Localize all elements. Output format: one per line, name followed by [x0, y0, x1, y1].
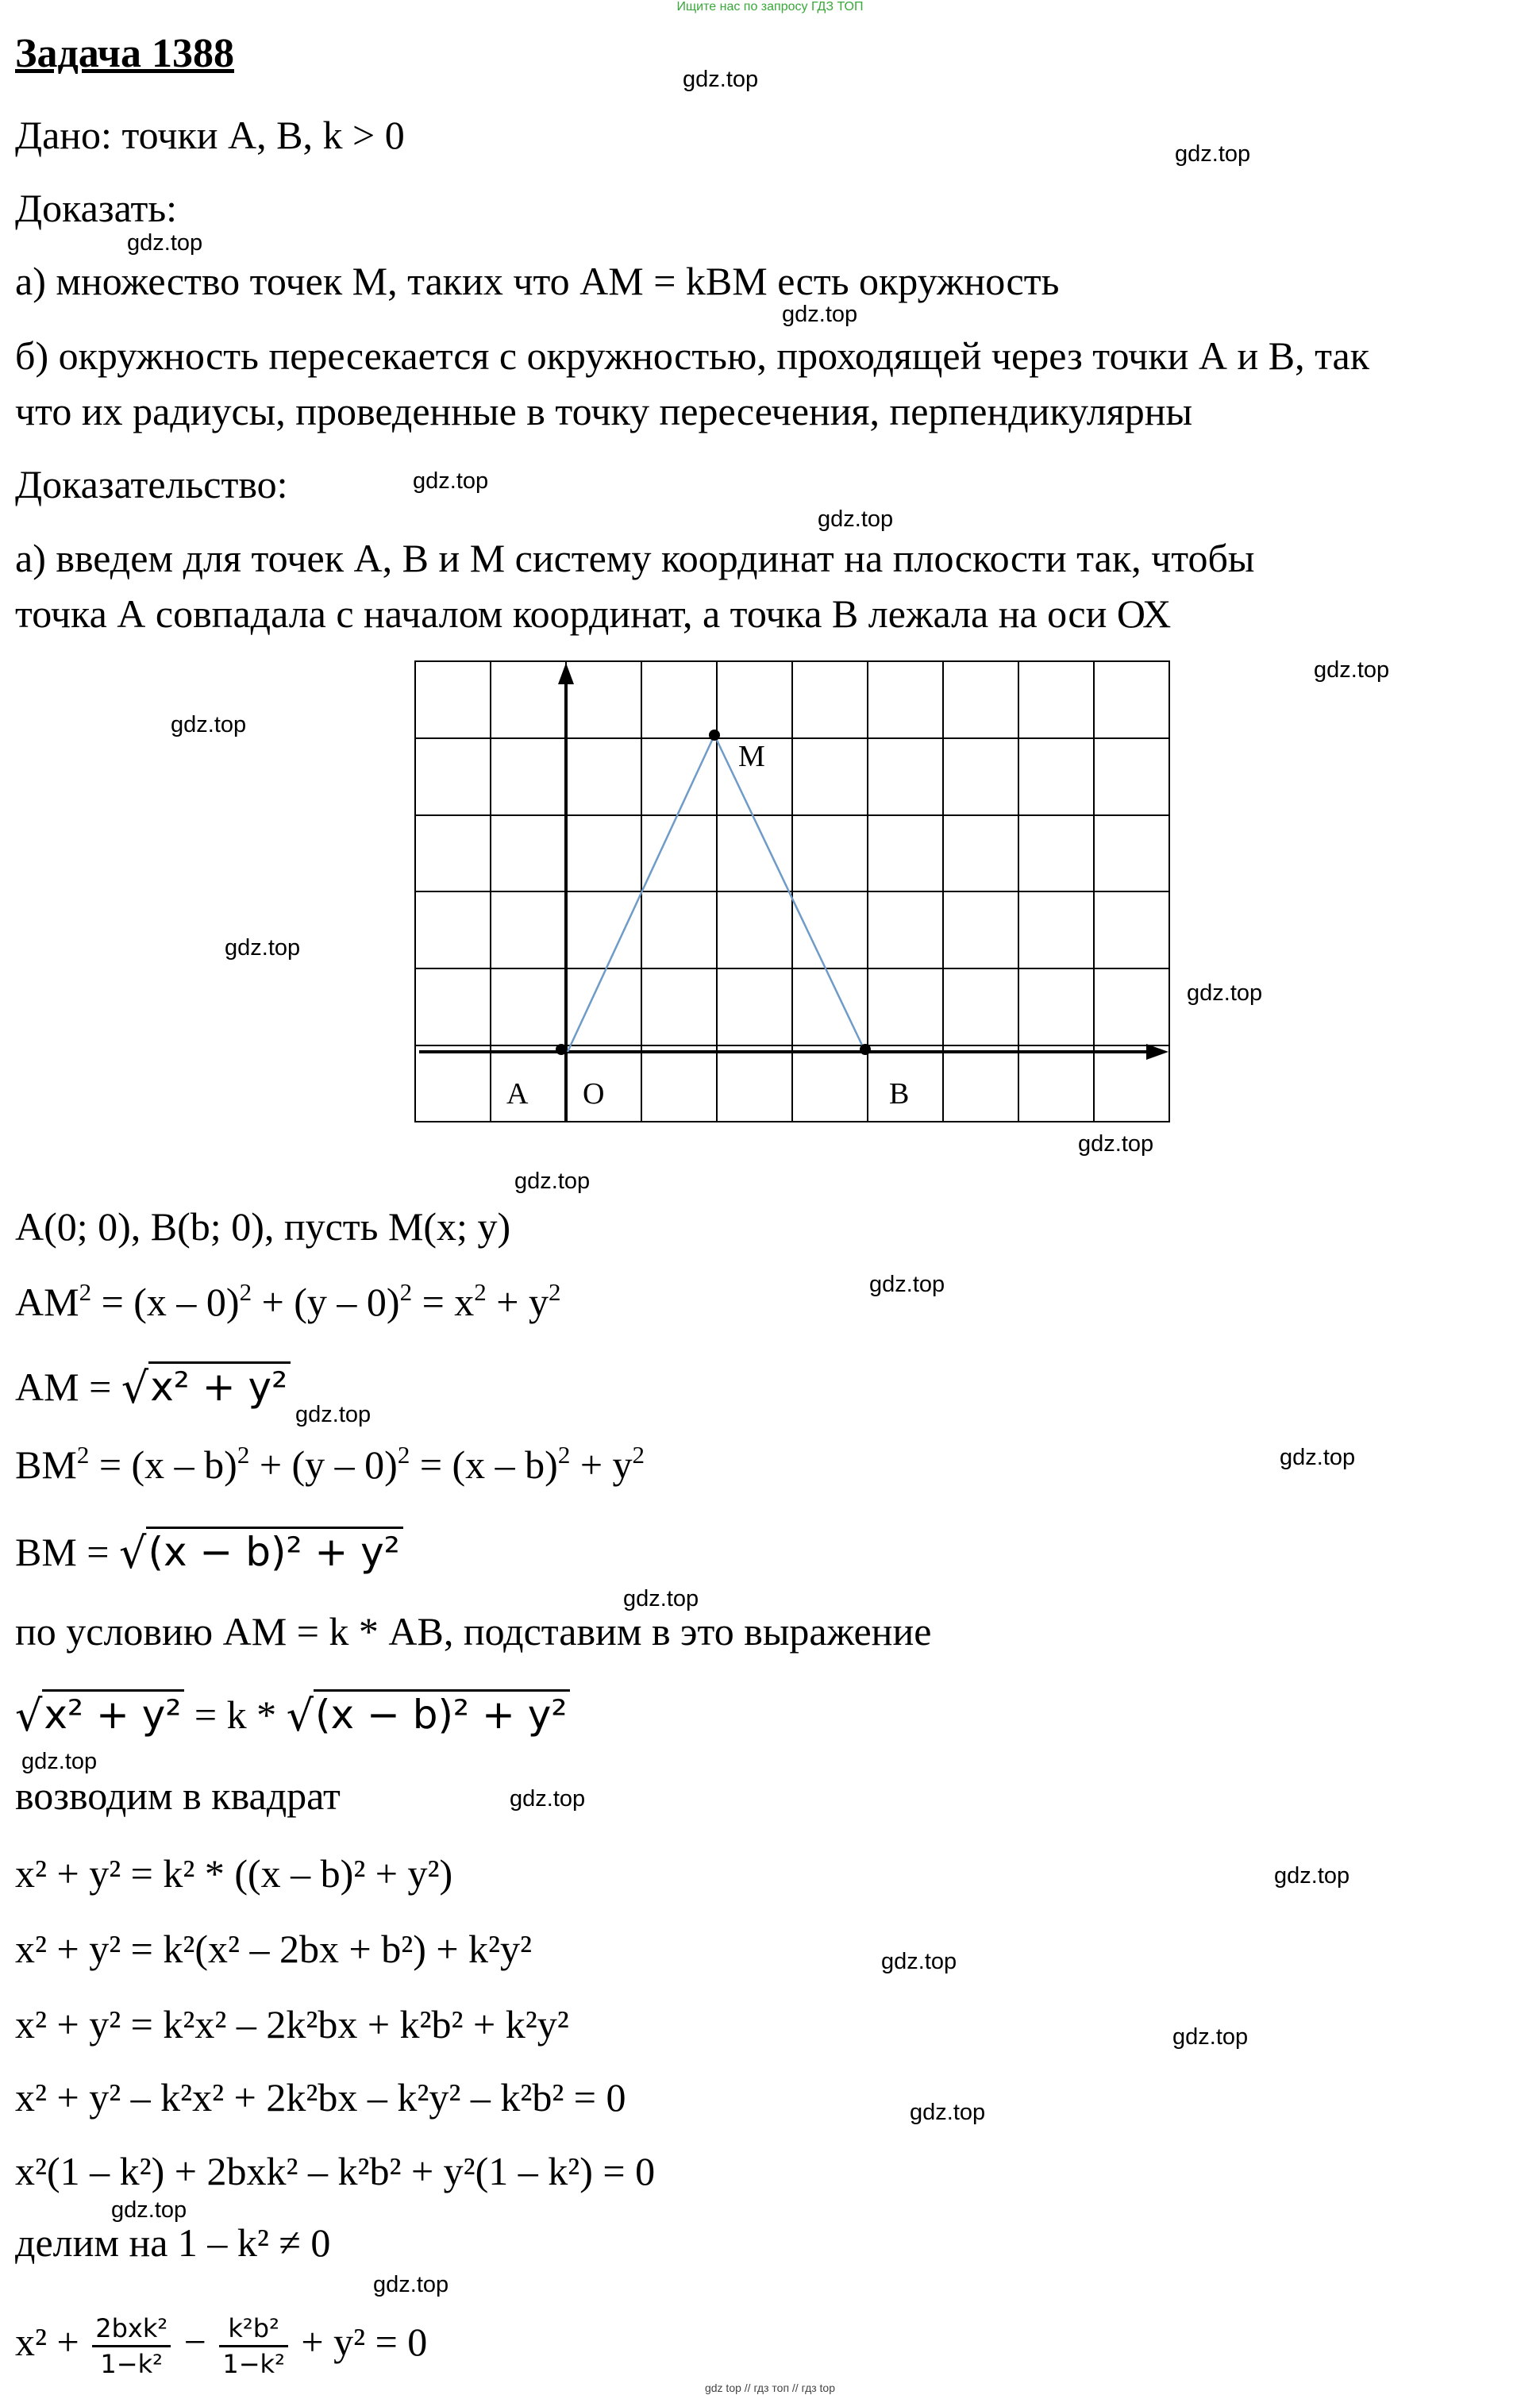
label-o: O	[583, 1077, 605, 1111]
watermark: gdz.top	[818, 506, 894, 532]
watermark: gdz.top	[782, 302, 858, 327]
proof-heading: Доказательство:	[15, 462, 288, 506]
fraction-2: $\frac{\text{k²b²}}{\text{1−k²}}$	[219, 2312, 288, 2381]
point-m	[709, 730, 720, 741]
fraction-1: $\frac{\text{2bxk²}}{\text{1−k²}}$	[92, 2312, 171, 2381]
point-a	[556, 1044, 567, 1055]
watermark: gdz.top	[1078, 1131, 1154, 1157]
watermark: gdz.top	[869, 1272, 945, 1297]
eq-line-1: x² + y² = k² * ((x – b)² + y²)	[15, 1851, 453, 1896]
am-root-line: АМ = √x² + y²	[15, 1363, 291, 1412]
watermark: gdz.top	[514, 1169, 591, 1194]
eq-line-4: x² + y² – k²x² + 2k²bx – k²y² – k²b² = 0	[15, 2075, 626, 2120]
watermark: gdz.top	[881, 1949, 957, 1974]
watermark: gdz.top	[1187, 980, 1263, 1006]
bm-squared-line: $ВМ^2 = (x - b)^2 + (y - 0)^2 = (x - b)^2 + y^2$	[15, 1440, 645, 1487]
watermark: gdz.top	[111, 2197, 187, 2223]
coordinate-diagram	[413, 659, 1175, 1143]
eq-line-2: x² + y² = k²(x² – 2bx + b²) + k²y²	[15, 1927, 533, 1971]
watermark: gdz.top	[1280, 1445, 1356, 1470]
watermark: gdz.top	[910, 2100, 986, 2125]
am-squared-line: $АМ^2 = (x - 0)^2 + (y - 0)^2 = x^2 + y^2$	[15, 1277, 561, 1324]
watermark: gdz.top	[295, 1402, 372, 1427]
label-b: B	[889, 1077, 910, 1111]
prove-b-line2: что их радиусы, проведенные в точку пересечения, перпендикулярны	[15, 389, 1193, 433]
watermark: gdz.top	[373, 2272, 449, 2297]
condition-line: по условию АМ = k * АВ, подставим в это выражение	[15, 1609, 932, 1654]
bm-root-line: ВМ = √(x − b)² + y²	[15, 1528, 403, 1577]
proof-a-line2: точка А совпадала с началом координат, а точка В лежала на оси ОХ	[15, 591, 1172, 636]
watermark: gdz.top	[510, 1786, 586, 1812]
substitution-line: √x² + y² = k * √(x − b)² + y²	[15, 1691, 570, 1740]
page-title: Задача 1388	[15, 31, 234, 76]
eq-line-5: x²(1 – k²) + 2bxk² – k²b² + y²(1 – k²) = 0	[15, 2149, 656, 2193]
watermark: gdz.top	[683, 67, 759, 92]
eq-line-6: делим на 1 – k² ≠ 0	[15, 2220, 331, 2265]
watermark: gdz.top	[623, 1586, 699, 1611]
watermark: gdz.top	[1314, 657, 1390, 683]
watermark: gdz.top	[413, 468, 489, 494]
eq-line-3: x² + y² = k²x² – 2k²bx + k²b² + k²y²	[15, 2002, 569, 2047]
watermark: gdz.top	[21, 1749, 98, 1774]
top-search-link[interactable]: Ищите нас по запросу ГДЗ ТОП	[676, 0, 864, 13]
proof-a-line1: а) введем для точек А, В и М систему координат на плоскости так, чтобы	[15, 536, 1255, 580]
coords-line: А(0; 0), В(b; 0), пусть М(x; y)	[15, 1204, 511, 1249]
eq-final-line: x² + $\frac{\text{2bxk²}}{\text{1−k²}}$ − $\frac{\text{k²b²}}{\text{1−k²}}$ + y² = 0	[15, 2313, 428, 2380]
watermark: gdz.top	[225, 935, 301, 961]
given-line: Дано: точки А, В, k > 0	[15, 113, 405, 157]
watermark: gdz.top	[127, 230, 203, 256]
watermark: gdz.top	[171, 712, 247, 737]
watermark: gdz.top	[1175, 141, 1251, 167]
prove-a: а) множество точек М, таких что АМ = kВМ есть окружность	[15, 259, 1060, 303]
watermark: gdz.top	[1274, 1863, 1350, 1889]
prove-heading: Доказать:	[15, 186, 178, 230]
label-a: A	[506, 1077, 529, 1111]
label-m: M	[738, 740, 765, 773]
footer-links[interactable]: gdz top // гдз топ // гдз top	[704, 2382, 836, 2394]
point-b	[860, 1044, 871, 1055]
square-text: возводим в квадрат	[15, 1773, 341, 1818]
prove-b-line1: б) окружность пересекается с окружностью, проходящей через точки А и В, так	[15, 333, 1370, 378]
watermark: gdz.top	[1172, 2024, 1249, 2050]
